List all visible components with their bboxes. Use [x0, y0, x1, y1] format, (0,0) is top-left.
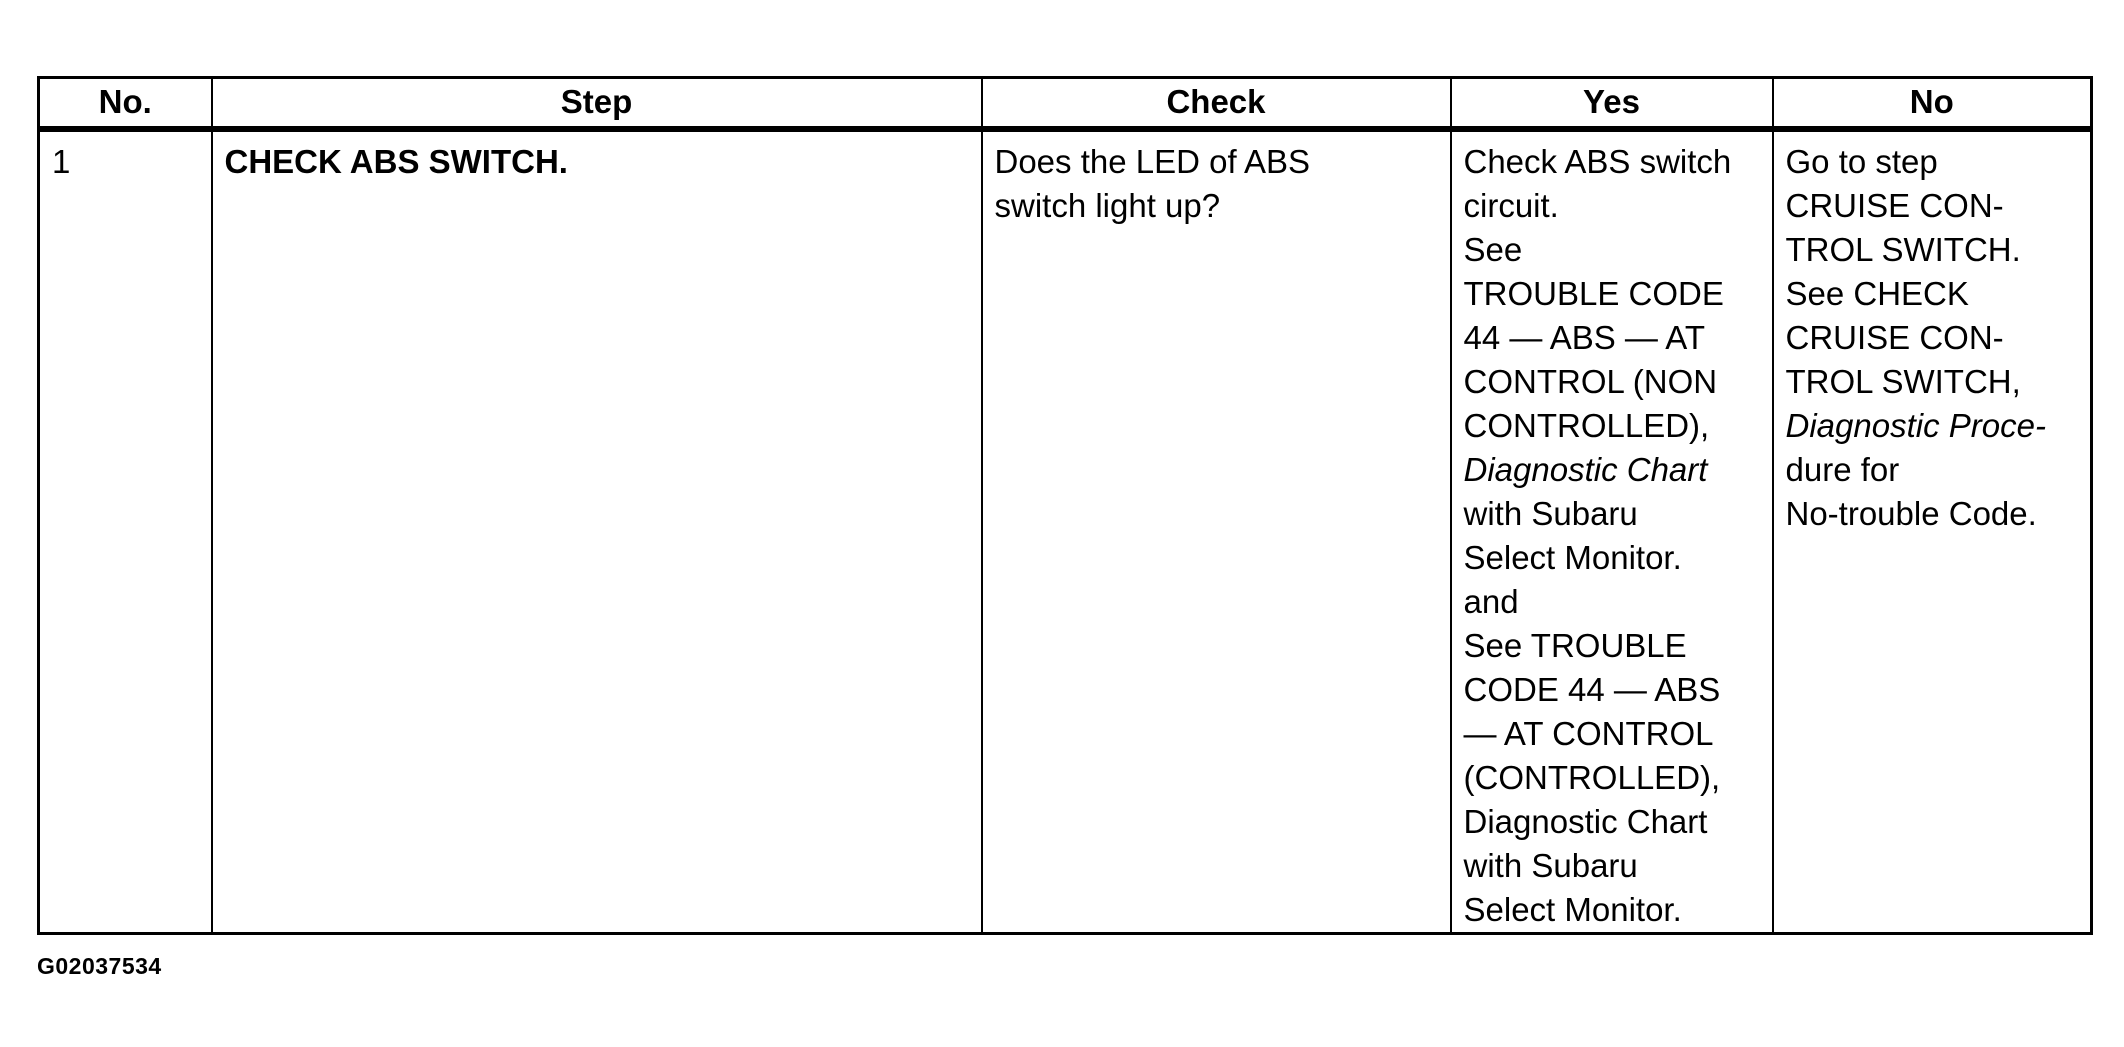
header-no: No. — [39, 78, 212, 129]
diagnostic-table — [37, 76, 2093, 935]
yes-text-line: CONTROL (NON — [1463, 362, 1718, 400]
cell-no-answer — [1773, 129, 2092, 934]
header-row — [39, 78, 2092, 129]
no-text-line: Go to step — [1785, 142, 1938, 180]
cell-step — [212, 129, 982, 934]
header-step: Step — [212, 78, 982, 129]
no-text-line: TROL SWITCH. — [1785, 230, 2021, 268]
figure-id-caption: G02037534 — [37, 953, 162, 979]
no-text-line: See CHECK — [1785, 274, 1969, 312]
yes-text-line: Diagnostic Chart — [1463, 450, 1708, 488]
header-no-answer: No — [1773, 78, 2092, 129]
check-text-line: Does the LED of ABS — [994, 142, 1311, 180]
yes-text-line: Select Monitor. — [1463, 538, 1682, 576]
yes-text-line: See — [1463, 230, 1523, 268]
header-yes: Yes — [1451, 78, 1773, 129]
step-number: 1 — [52, 142, 71, 180]
no-text-line: TROL SWITCH, — [1785, 362, 2021, 400]
yes-text-line: with Subaru — [1463, 494, 1638, 532]
cell-yes — [1451, 129, 1773, 934]
yes-text-line: 44 — ABS — AT — [1463, 318, 1705, 356]
step-title: CHECK ABS SWITCH. — [224, 142, 568, 180]
yes-text-line: CODE 44 — ABS — [1463, 670, 1721, 708]
yes-text-line: — AT CONTROL — [1463, 714, 1714, 752]
yes-text-line: (CONTROLLED), — [1463, 758, 1721, 796]
cell-check — [982, 129, 1451, 934]
yes-text-line: with Subaru — [1463, 846, 1638, 884]
header-check: Check — [982, 78, 1451, 129]
yes-text-line: Check ABS switch — [1463, 142, 1732, 180]
no-text-line: CRUISE CON- — [1785, 318, 2004, 356]
cell-step-number — [39, 129, 212, 934]
yes-text-line: Select Monitor. — [1463, 890, 1682, 928]
no-text-line: dure for — [1785, 450, 1900, 488]
yes-text-line: CONTROLLED), — [1463, 406, 1710, 444]
no-text-line: No-trouble Code. — [1785, 494, 2037, 532]
check-text-line: switch light up? — [994, 186, 1221, 224]
no-text-line: CRUISE CON- — [1785, 186, 2004, 224]
table-row — [39, 129, 2092, 934]
yes-text-line: Diagnostic Chart — [1463, 802, 1708, 840]
yes-text-line: See TROUBLE — [1463, 626, 1687, 664]
yes-text-line: and — [1463, 582, 1519, 620]
no-text-line: Diagnostic Proce- — [1785, 406, 2046, 444]
yes-text-line: TROUBLE CODE — [1463, 274, 1724, 312]
yes-text-line: circuit. — [1463, 186, 1559, 224]
